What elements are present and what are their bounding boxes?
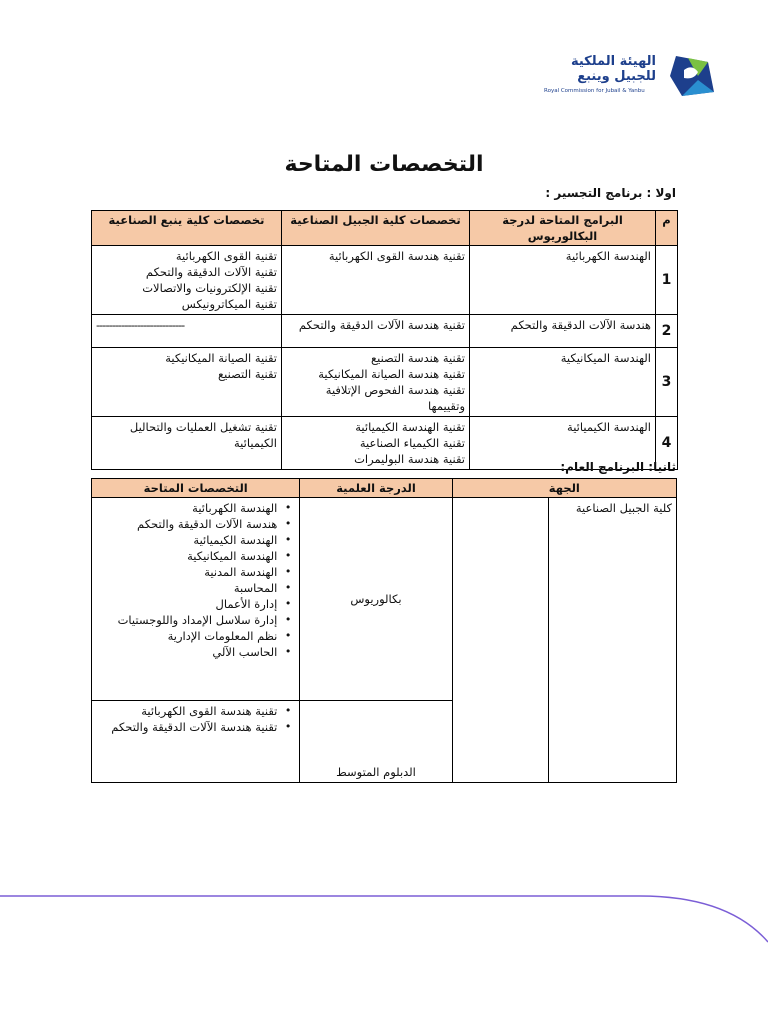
row-number: 3 <box>656 348 678 417</box>
list-item: • تقنية هندسة القوى الكهربائية <box>96 703 277 719</box>
logo-english-name: Royal Commission for Jubail & Yanbu <box>544 88 645 94</box>
program-cell: الهندسة الكهربائية <box>470 246 656 315</box>
col-header-yanbu: تخصصات كلية ينبع الصناعية <box>92 211 282 246</box>
jubail-cell: تقنية هندسة القوى الكهربائية <box>282 246 470 315</box>
list-item: • إدارة سلاسل الإمداد واللوجستيات <box>96 612 277 628</box>
degree-cell: الدبلوم المتوسط <box>300 701 452 783</box>
jubail-cell: تقنية الهندسة الكيميائية تقنية الكيمياء الصناعية تقنية هندسة البوليمرات <box>282 417 470 470</box>
col-header-num: م <box>656 211 678 246</box>
general-table-header <box>92 479 677 498</box>
bridging-section-label: اولا : برنامج التجسير : <box>545 186 676 200</box>
majors-cell <box>92 701 300 783</box>
entity-blank-cell <box>452 498 548 783</box>
list-item: • الهندسة الكهربائية <box>96 500 277 516</box>
table-row <box>92 348 678 417</box>
list-item: • الهندسة الكيميائية <box>96 532 277 548</box>
yanbu-cell: ---------------------------- <box>92 315 282 348</box>
yanbu-cell: تقنية الصيانة الميكانيكية تقنية التصنيع <box>92 348 282 417</box>
majors-list <box>96 703 295 735</box>
general-program-table <box>91 478 677 783</box>
degree-cell: بكالوريوس <box>300 498 452 701</box>
majors-cell <box>92 498 300 701</box>
table-row <box>92 246 678 315</box>
col-header-entity: الجهة <box>452 479 676 498</box>
majors-list <box>96 500 295 660</box>
jubail-cell: تقنية هندسة التصنيع تقنية هندسة الصيانة الميكانيكية تقنية هندسة الفحوص الإتلافية وتقييمها <box>282 348 470 417</box>
program-cell: هندسة الآلات الدقيقة والتحكم <box>470 315 656 348</box>
entity-cell: كلية الجبيل الصناعية <box>548 498 676 783</box>
list-item: • هندسة الآلات الدقيقة والتحكم <box>96 516 277 532</box>
list-item: • نظم المعلومات الإدارية <box>96 628 277 644</box>
logo-emblem-icon <box>668 52 716 98</box>
bridging-table <box>91 210 678 470</box>
page-title: التخصصات المتاحة <box>284 152 484 177</box>
list-item: • تقنية هندسة الآلات الدقيقة والتحكم <box>96 719 277 735</box>
col-header-majors: التخصصات المتاحة <box>92 479 300 498</box>
list-item: • الهندسة المدنية <box>96 564 277 580</box>
row-number: 4 <box>656 417 678 470</box>
table-row <box>92 498 677 701</box>
col-header-jubail: تخصصات كلية الجبيل الصناعية <box>282 211 470 246</box>
program-cell: الهندسة الميكانيكية <box>470 348 656 417</box>
col-header-degree: الدرجة العلمية <box>300 479 452 498</box>
table-row <box>92 315 678 348</box>
general-section-label: ثانيا: البرنامج العام: <box>560 460 676 474</box>
row-number: 2 <box>656 315 678 348</box>
col-header-programs: البرامج المتاحة لدرجة البكالوريوس <box>470 211 656 246</box>
list-item: • المحاسبة <box>96 580 277 596</box>
logo-arabic-name: الهيئة الملكية للجبيل وينبع <box>570 54 656 84</box>
list-item: • إدارة الأعمال <box>96 596 277 612</box>
yanbu-cell: تقنية القوى الكهربائية تقنية الآلات الدقيقة والتحكم تقنية الإلكترونيات والاتصالات تقنية الميكاترونيكس <box>92 246 282 315</box>
list-item: • الهندسة الميكانيكية <box>96 548 277 564</box>
decorative-swoosh <box>0 880 768 950</box>
jubail-cell: تقنية هندسة الآلات الدقيقة والتحكم <box>282 315 470 348</box>
row-number: 1 <box>656 246 678 315</box>
rcjy-logo <box>540 52 720 108</box>
list-item: • الحاسب الآلي <box>96 644 277 660</box>
program-cell: الهندسة الكيميائية <box>470 417 656 470</box>
bridging-table-header <box>92 211 678 246</box>
yanbu-cell: تقنية تشغيل العمليات والتحاليل الكيميائية <box>92 417 282 470</box>
